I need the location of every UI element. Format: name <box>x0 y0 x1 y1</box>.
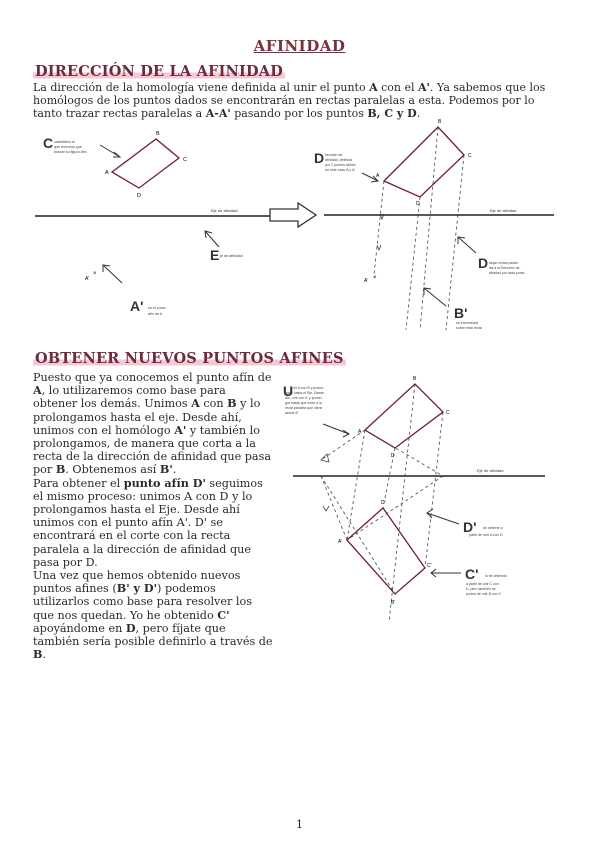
arrow-c <box>100 145 120 157</box>
point-label-b: B <box>413 376 417 382</box>
text-run: . <box>416 107 421 121</box>
page-title: AFINIDAD <box>253 37 346 55</box>
arrow-b-prime <box>424 288 446 306</box>
bold-run: A <box>191 396 200 411</box>
note-b-prime-letter: B' <box>454 305 468 321</box>
text-run: apoyándome en <box>33 621 126 635</box>
bold-run: B <box>55 462 66 477</box>
bold-run: A' <box>174 422 187 437</box>
note-d2-letter: D <box>478 255 489 271</box>
text-run: . <box>172 463 177 477</box>
direction-line-a <box>374 181 384 275</box>
arrow-a-prime <box>103 265 122 283</box>
note-a-prime-letter: A' <box>130 298 144 314</box>
text-run: La dirección de la homología viene definida al unir el punto <box>33 81 370 94</box>
note-c-prime-text: lo he obtenido a partir de unir C con D, pero también se podría de unir B con C <box>466 574 507 596</box>
text-run: con el <box>377 81 419 94</box>
bold-run: C' <box>217 607 230 622</box>
bold-run: punto afín D' <box>123 475 206 490</box>
axis-label: Eje de afinidad <box>490 208 517 213</box>
bold-run: D <box>125 620 136 635</box>
text-run: . <box>42 648 47 662</box>
point-label-b-prime: B' <box>391 600 396 606</box>
arrow-d2 <box>458 237 476 253</box>
point-label-a-prime: A' <box>338 539 343 545</box>
point-label-d-prime: D' <box>381 500 386 506</box>
note-u-text: nir A con B y prolon- garlo hasta el Eje. Desde ahí, unir con A' y prolon- gar hasta que corte a la recta paralela que viene desde B <box>285 386 325 415</box>
text-run: . Ya sabemos que los homólogos de los puntos dados se encontrarán en rectas paralelas a esta. Podemos por lo tanto trazar rectas paralelas a <box>33 81 546 121</box>
text-run: con <box>199 397 228 411</box>
point-mark-a-prime: × <box>373 275 377 281</box>
axis-label: Eje de afinidad <box>211 208 238 213</box>
note-u-letter: U <box>283 383 294 399</box>
figure-affinity-direction <box>300 115 560 340</box>
note-c-prime-letter: C' <box>465 566 479 582</box>
text-run: , lo utilizaremos como base para obtener los demás. Unimos <box>33 384 226 411</box>
figure-new-affine-points <box>283 372 553 627</box>
arrow-u <box>323 424 349 434</box>
quadrilateral-outline <box>384 127 464 197</box>
point-label-c: C <box>468 153 472 159</box>
parallel-line-d <box>406 197 420 330</box>
text-run: pasando por los puntos <box>230 107 368 121</box>
point-label-d: D <box>391 453 395 459</box>
section-heading-direccion: DIRECCIÓN DE LA AFINIDAD <box>35 63 283 80</box>
bold-run: A' <box>418 81 430 94</box>
quadrilateral-outline <box>112 139 179 188</box>
text-run: . Obtenemos así <box>65 463 160 477</box>
point-label-a: A <box>105 170 109 176</box>
bold-run: B, C y D <box>367 107 417 121</box>
note-e-letter: E <box>210 247 220 263</box>
parallel-line-c <box>446 155 464 330</box>
point-label-b: B <box>156 131 160 137</box>
bold-run: A <box>33 383 42 398</box>
note-d-letter: D <box>314 150 325 166</box>
point-label-c-prime: C' <box>427 563 432 569</box>
page-number: 1 <box>296 818 303 831</box>
arrow-d-prime <box>427 513 459 524</box>
note-d2-text: ibujar rectas parale- las a la Dirección de afinidad por cada punto <box>489 261 525 275</box>
bold-run: B' y D' <box>116 581 158 596</box>
text-run: , pero fíjate que también sería posible definirlo a través de <box>33 621 273 649</box>
point-label-b: B <box>438 119 442 125</box>
quadrilateral-affine <box>347 508 425 594</box>
bold-run: B <box>227 396 237 411</box>
point-label-c: C <box>183 157 187 163</box>
text-run: ) podemos utilizarlos como base para resolver los que nos quedan. Yo he obtenido <box>33 582 252 622</box>
quadrilateral-abcd <box>365 384 443 448</box>
note-b-prime-text: se encontrará sobre esta recta <box>456 321 482 330</box>
affinity-parallel-lines <box>374 127 464 330</box>
point-label-d: D <box>137 193 141 199</box>
bold-run: B <box>33 647 43 662</box>
text-run: Puesto que ya conocemos el punto afín de <box>33 371 272 384</box>
point-label-a: A <box>376 173 380 179</box>
note-e-text: je de afinidad <box>220 254 243 258</box>
point-label-c: C <box>446 410 450 416</box>
bold-run: B' <box>159 462 173 477</box>
section-heading-nuevos-puntos: OBTENER NUEVOS PUNTOS AFINES <box>35 350 344 367</box>
construction-lines <box>303 384 483 622</box>
bold-run: A <box>369 81 378 94</box>
text-run: Para obtener el <box>33 476 124 490</box>
note-a-prime-text: es el punto afín de A <box>148 306 166 316</box>
axis-label: Eje de afinidad <box>477 468 504 473</box>
figure-original-quadrilateral <box>30 125 280 335</box>
point-label-a: A <box>358 429 362 435</box>
note-c-text: uadrilátero el que tenemos que buscar su figura afín <box>54 140 87 154</box>
text-run: y también lo prolongamos, de manera que corta a la recta de la dirección de afinidad que pasa por <box>33 423 272 477</box>
note-d-prime-letter: D' <box>463 519 477 535</box>
point-label-a-prime: A' <box>85 276 90 282</box>
point-label-d: D <box>416 201 420 207</box>
parallel-line-b <box>420 127 438 330</box>
note-d-text: irección de afinidad, definida por 2 puntos afines en este caso A y A' <box>325 153 356 172</box>
note-c-letter: C <box>43 135 54 151</box>
note-d-prime-text: se obtiene a partir de unir A con D <box>469 526 503 537</box>
section-paragraph-nuevos-puntos <box>33 371 273 661</box>
text-run: seguimos el mismo proceso: unimos A con D y lo prolongamos hasta el Eje. Desde ahí unimos con el punto afín A'. D' se encontrará en el corte con la recta paralela a la dirección de afinidad que pasa por D. <box>33 476 263 569</box>
text-run: y lo prolongamos hasta el eje. Desde ahí, unimos con el homólogo <box>33 397 261 437</box>
point-mark-a-prime: × <box>93 271 97 277</box>
text-run: Una vez que hemos obtenido nuevos puntos afines ( <box>33 569 241 596</box>
quadrilateral-abcd <box>112 139 179 188</box>
bold-run: A-A' <box>205 107 231 121</box>
point-label-a-prime: A' <box>364 278 369 284</box>
arrow-e <box>205 231 219 247</box>
